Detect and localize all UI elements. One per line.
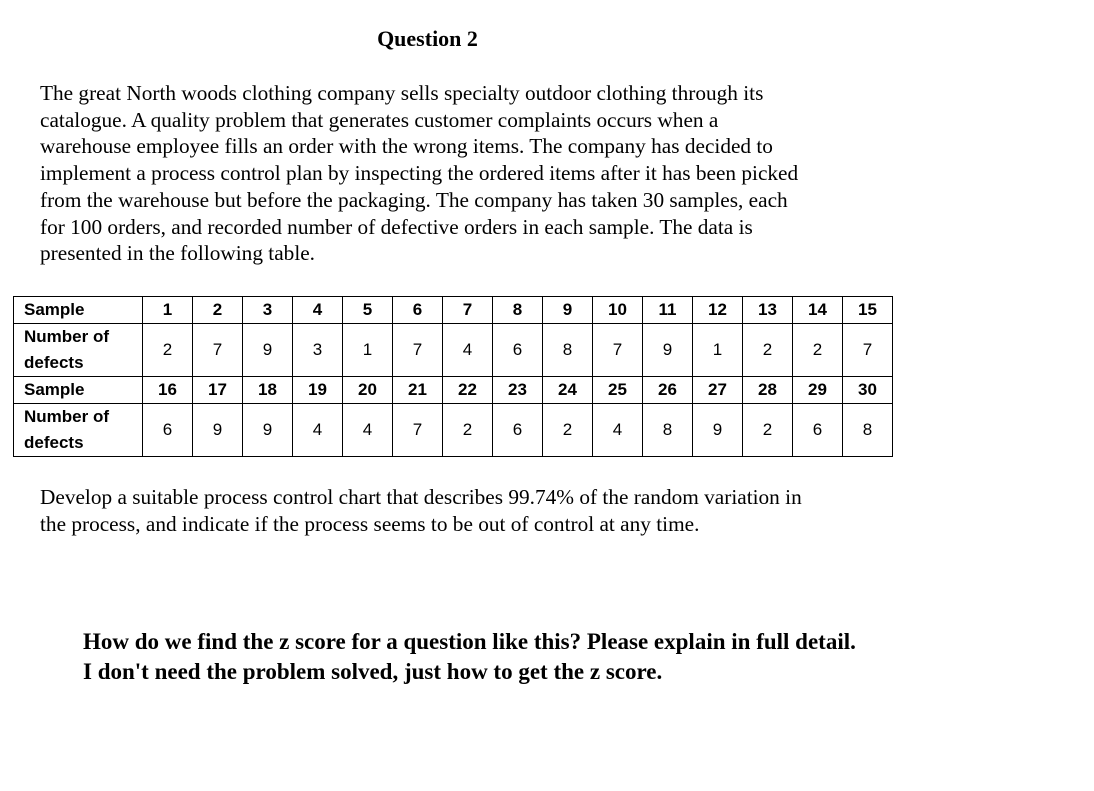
defect-count-cell: 4 bbox=[343, 404, 393, 457]
intro-line: from the warehouse but before the packaging. The company has taken 30 samples, each bbox=[40, 187, 788, 212]
sample-number-cell: 13 bbox=[743, 297, 793, 324]
defect-count-cell: 7 bbox=[393, 404, 443, 457]
row-label: Number of bbox=[24, 407, 109, 426]
defect-count-cell: 3 bbox=[293, 324, 343, 377]
sample-number-cell: 5 bbox=[343, 297, 393, 324]
outro-line: the process, and indicate if the process seems to be out of control at any time. bbox=[40, 512, 700, 536]
sample-number-cell: 4 bbox=[293, 297, 343, 324]
defect-count-cell: 6 bbox=[143, 404, 193, 457]
defect-count-cell: 4 bbox=[293, 404, 343, 457]
task-description bbox=[40, 484, 940, 538]
sample-number-cell: 19 bbox=[293, 377, 343, 404]
intro-line: The great North woods clothing company sells specialty outdoor clothing through its bbox=[40, 81, 764, 105]
defect-count-cell: 8 bbox=[643, 404, 693, 457]
defect-count-cell: 8 bbox=[843, 404, 893, 457]
sample-row bbox=[14, 377, 893, 404]
defect-count-cell: 2 bbox=[743, 324, 793, 377]
intro-line: for 100 orders, and recorded number of defective orders in each sample. The data is bbox=[40, 214, 753, 239]
defect-count-cell: 8 bbox=[543, 324, 593, 377]
defects-row bbox=[14, 324, 893, 377]
sample-number-cell: 18 bbox=[243, 377, 293, 404]
sample-row bbox=[14, 297, 893, 324]
sample-number-cell: 9 bbox=[543, 297, 593, 324]
defect-count-cell: 2 bbox=[543, 404, 593, 457]
sample-number-cell: 11 bbox=[643, 297, 693, 324]
defect-count-cell: 1 bbox=[343, 324, 393, 377]
question-title: Question 2 bbox=[377, 26, 478, 51]
defect-count-cell: 4 bbox=[593, 404, 643, 457]
sample-number-cell: 27 bbox=[693, 377, 743, 404]
sample-number-cell: 16 bbox=[143, 377, 193, 404]
row-label: defects bbox=[24, 433, 84, 452]
row-label: defects bbox=[24, 353, 84, 372]
defect-count-cell: 7 bbox=[393, 324, 443, 377]
sample-number-cell: 23 bbox=[493, 377, 543, 404]
problem-intro bbox=[40, 80, 890, 267]
defect-count-cell: 7 bbox=[193, 324, 243, 377]
sample-number-cell: 14 bbox=[793, 297, 843, 324]
defect-count-cell: 9 bbox=[243, 324, 293, 377]
sample-number-cell: 30 bbox=[843, 377, 893, 404]
sample-number-cell: 25 bbox=[593, 377, 643, 404]
sample-number-cell: 3 bbox=[243, 297, 293, 324]
defect-count-cell: 4 bbox=[443, 324, 493, 377]
sample-number-cell: 8 bbox=[493, 297, 543, 324]
sample-number-cell: 22 bbox=[443, 377, 493, 404]
sample-number-cell: 20 bbox=[343, 377, 393, 404]
sample-number-cell: 7 bbox=[443, 297, 493, 324]
defect-count-cell: 6 bbox=[493, 404, 543, 457]
sample-number-cell: 29 bbox=[793, 377, 843, 404]
defect-count-cell: 9 bbox=[193, 404, 243, 457]
intro-line: implement a process control plan by inspecting the ordered items after it has been picked bbox=[40, 161, 799, 186]
defect-count-cell: 6 bbox=[493, 324, 543, 377]
defect-count-cell: 9 bbox=[643, 324, 693, 377]
defect-count-cell: 2 bbox=[143, 324, 193, 377]
sample-number-cell: 21 bbox=[393, 377, 443, 404]
defects-label-cell bbox=[14, 324, 143, 377]
defects-label-cell bbox=[14, 404, 143, 457]
sample-number-cell: 10 bbox=[593, 297, 643, 324]
sample-number-cell: 12 bbox=[693, 297, 743, 324]
sample-number-cell: 1 bbox=[143, 297, 193, 324]
sample-label-cell bbox=[14, 297, 143, 324]
row-label: Sample bbox=[24, 300, 85, 319]
user-question bbox=[83, 627, 1083, 687]
intro-line: warehouse employee fills an order with the wrong items. The company has decided to bbox=[40, 134, 773, 159]
defect-count-cell: 2 bbox=[443, 404, 493, 457]
sample-label-cell bbox=[14, 377, 143, 404]
row-label: Sample bbox=[24, 380, 85, 399]
intro-line: catalogue. A quality problem that generates customer complaints occurs when a bbox=[40, 107, 719, 132]
sample-number-cell: 24 bbox=[543, 377, 593, 404]
outro-line: Develop a suitable process control chart that describes 99.74% of the random variation in bbox=[40, 485, 802, 509]
ask-line: I don't need the problem solved, just how to get the z score. bbox=[83, 659, 663, 684]
defects-row bbox=[14, 404, 893, 457]
defect-count-cell: 6 bbox=[793, 404, 843, 457]
sample-number-cell: 26 bbox=[643, 377, 693, 404]
sample-number-cell: 15 bbox=[843, 297, 893, 324]
sample-number-cell: 28 bbox=[743, 377, 793, 404]
defect-count-cell: 1 bbox=[693, 324, 743, 377]
defect-count-cell: 2 bbox=[743, 404, 793, 457]
defect-count-cell: 9 bbox=[693, 404, 743, 457]
sample-number-cell: 17 bbox=[193, 377, 243, 404]
defects-data-table bbox=[13, 296, 893, 457]
defect-count-cell: 7 bbox=[593, 324, 643, 377]
defect-count-cell: 2 bbox=[793, 324, 843, 377]
sample-number-cell: 2 bbox=[193, 297, 243, 324]
row-label: Number of bbox=[24, 327, 109, 346]
defect-count-cell: 7 bbox=[843, 324, 893, 377]
ask-line: How do we find the z score for a question like this? Please explain in full detail. bbox=[83, 629, 856, 654]
sample-number-cell: 6 bbox=[393, 297, 443, 324]
defect-count-cell: 9 bbox=[243, 404, 293, 457]
intro-line: presented in the following table. bbox=[40, 241, 316, 266]
